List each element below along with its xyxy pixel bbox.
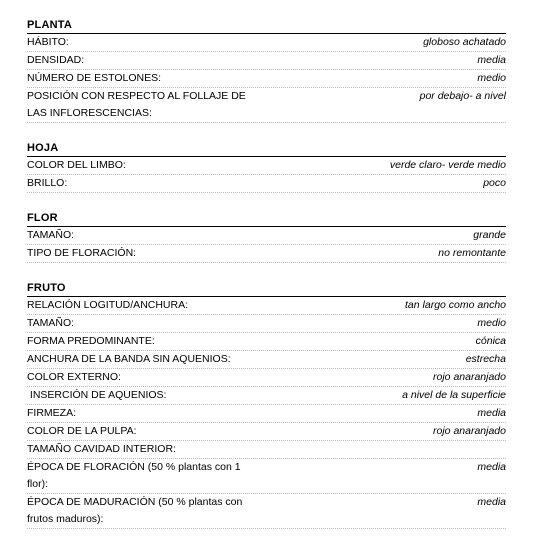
row-value: medio (477, 72, 506, 84)
row-label: TAMAÑO: (27, 229, 75, 241)
row-value: globoso achatado (423, 36, 506, 48)
section-fruto (27, 281, 506, 529)
section-planta (27, 18, 506, 123)
table-row (27, 34, 506, 52)
section-flor (27, 211, 506, 263)
variety-description (27, 18, 506, 547)
row-value: media (477, 54, 506, 66)
table-row (27, 459, 506, 494)
row-value: medio (477, 317, 506, 329)
row-label: TAMAÑO CAVIDAD INTERIOR: (27, 443, 176, 455)
row-label: COLOR EXTERNO: (27, 371, 121, 383)
row-value: rojo anaranjado (433, 371, 506, 383)
section-title: HOJA (27, 141, 506, 157)
table-row (27, 351, 506, 369)
row-value: rojo anaranjado (433, 425, 506, 437)
table-row (27, 369, 506, 387)
row-label: RELACIÓN LOGITUD/ANCHURA: (27, 299, 189, 311)
row-label: ANCHURA DE LA BANDA SIN AQUENIOS: (27, 353, 231, 365)
row-value: media (477, 461, 506, 473)
row-label: TIPO DE FLORACIÓN: (27, 247, 137, 259)
table-row (27, 70, 506, 88)
table-row (27, 315, 506, 333)
table-row (27, 494, 506, 529)
row-label: COLOR DE LA PULPA: (27, 425, 137, 437)
row-value: grande (473, 229, 506, 241)
row-label: FORMA PREDOMINANTE: (27, 335, 155, 347)
row-label: ÉPOCA DE FLORACIÓN (50 % plantas con 1 flor): (27, 461, 241, 490)
table-row (27, 175, 506, 193)
section-title: PLANTA (27, 18, 506, 34)
row-label: TAMAÑO: (27, 317, 75, 329)
row-value: verde claro- verde medio (389, 159, 506, 171)
table-row (27, 227, 506, 245)
table-row (27, 52, 506, 70)
table-row (27, 157, 506, 175)
section-title: FRUTO (27, 281, 506, 297)
row-label: INSERCIÓN DE AQUENIOS: (27, 389, 167, 401)
row-value: estrecha (465, 353, 506, 365)
section-hoja (27, 141, 506, 193)
table-row (27, 88, 506, 123)
row-value: por debajo- a nivel (419, 90, 506, 102)
row-value: cónica (475, 335, 506, 347)
row-value: tan largo como ancho (405, 299, 506, 311)
table-row (27, 441, 506, 459)
row-label: BRILLO: (27, 177, 68, 189)
section-title: FLOR (27, 211, 506, 227)
row-label: ÉPOCA DE MADURACIÓN (50 % plantas con frutos maduros): (27, 496, 243, 525)
row-label: DENSIDAD: (27, 54, 85, 66)
table-row (27, 333, 506, 351)
row-label: HÁBITO: (27, 36, 69, 48)
row-label: POSICIÓN CON RESPECTO AL FOLLAJE DE LAS INFLORESCENCIAS: (27, 90, 246, 119)
row-label: COLOR DEL LIMBO: (27, 159, 126, 171)
table-row (27, 297, 506, 315)
table-row (27, 245, 506, 263)
table-row (27, 387, 506, 405)
row-value: media (477, 407, 506, 419)
row-value: no remontante (438, 247, 506, 259)
row-label: FIRMEZA: (27, 407, 76, 419)
row-value: poco (483, 177, 506, 189)
table-row (27, 423, 506, 441)
table-row (27, 405, 506, 423)
row-value: media (477, 496, 506, 508)
row-value: a nivel de la superficie (402, 389, 506, 401)
row-label: NÚMERO DE ESTOLONES: (27, 72, 161, 84)
